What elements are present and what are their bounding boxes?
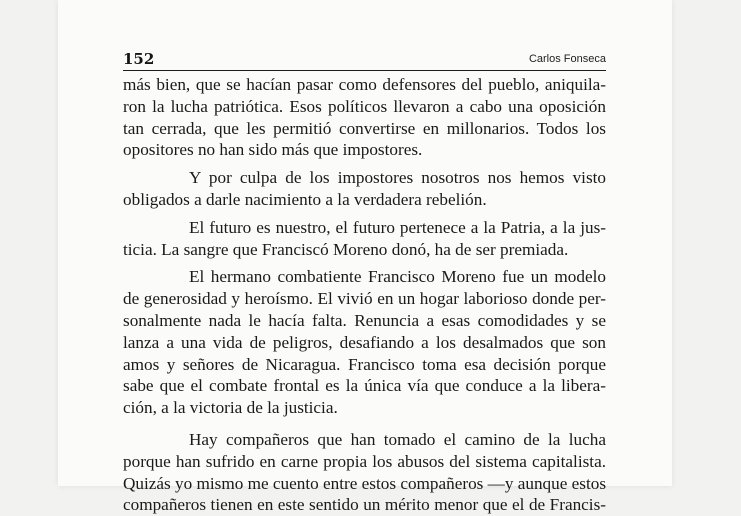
- text-line: ron la lucha patriótica. Esos políticos llevaron a cabo una oposición: [123, 96, 606, 116]
- text-line: Y por culpa de los impostores nosotros nos hemos visto: [189, 168, 606, 188]
- text-line: sabe que el combate frontal es la única vía que conduce a la libera-: [123, 376, 606, 396]
- text-line: lanza a una vida de peligros, desafiando a los desalmados que son: [123, 332, 606, 352]
- text-line: Hay compañeros que han tomado el camino de la lucha: [189, 429, 606, 449]
- text-line: tan cerrada, que les permitió convertirse en millonarios. Todos los: [123, 118, 606, 138]
- text-line: opositores no han sido más que impostores.: [123, 140, 423, 160]
- body-text: [123, 74, 606, 516]
- paragraph: [123, 167, 606, 211]
- text-line: Quizás yo mismo me cuento entre estos compañeros —y aunque estos: [123, 473, 607, 493]
- text-line: El hermano combatiente Francisco Moreno fue un modelo: [189, 267, 606, 287]
- text-line: sonalmente nada le hacía falta. Renuncia a esas comodidades y se: [123, 310, 606, 330]
- book-page: [58, 0, 672, 515]
- paragraph: [123, 266, 606, 419]
- paragraph: [123, 217, 606, 261]
- text-line: amos y señores de Nicaragua. Francisco toma esa decisión porque: [123, 354, 606, 374]
- running-head-author: Carlos Fonseca: [528, 53, 606, 65]
- text-line: ticia. La sangre que Franciscó Moreno donó, ha de ser premiada.: [123, 239, 569, 259]
- running-head: [123, 50, 606, 71]
- text-line: compañeros tienen en este sentido un mérito menor que el de Francis-: [123, 495, 606, 515]
- text-line: de generosidad y heroísmo. El vivió en un hogar laborioso donde per-: [123, 289, 606, 309]
- text-line: ción, a la victoria de la justicia.: [123, 398, 338, 418]
- paragraph: [123, 429, 606, 516]
- text-line: más bien, que se hacían pasar como defensores del pueblo, aniquila-: [123, 75, 606, 94]
- paragraph: [123, 74, 606, 161]
- text-line: porque han sufrido en carne propia los abusos del sistema capitalista.: [123, 451, 606, 471]
- page-number: 152: [123, 50, 155, 68]
- text-line: obligados a darle nacimiento a la verdadera rebelión.: [123, 189, 487, 209]
- text-line: El futuro es nuestro, el futuro pertenece a la Patria, a la jus-: [189, 217, 606, 237]
